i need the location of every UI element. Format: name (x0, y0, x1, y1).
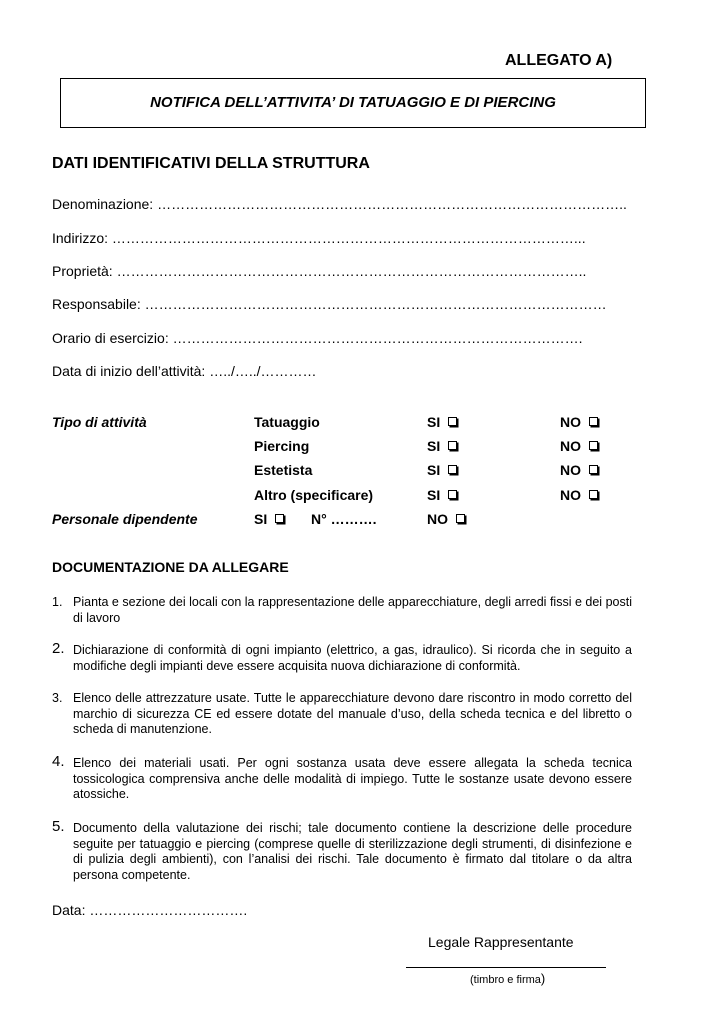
document-title: NOTIFICA DELL’ATTIVITA’ DI TATUAGGIO E DI PIERCING (150, 94, 556, 111)
date-label: Data: (52, 902, 86, 918)
checkbox-icon[interactable] (589, 441, 598, 450)
stamp-note: (timbro e firma) (470, 971, 546, 986)
document-item: 5. Documento della valutazione dei rischi; tale documento contiene la descrizione delle procedure seguite per tatuaggio e piercing (comprese quelle di sterilizzazione degli strumenti, di disinfezione e di pulizia degli ambienti), con l’analisi dei rischi. Tale documento è firmato dal titolare o da altra persona competente. (52, 818, 632, 882)
checkbox-icon[interactable] (275, 514, 284, 523)
field-proprieta (52, 263, 586, 279)
field-label: Responsabile: (52, 296, 141, 312)
date-field (52, 902, 247, 918)
staff-number: N° ………. (311, 511, 377, 527)
signer-label: Legale Rappresentante (428, 934, 574, 950)
activity-estetista: Estetista (254, 462, 313, 478)
field-denominazione (52, 196, 627, 212)
field-indirizzo (52, 230, 586, 246)
field-responsabile (52, 296, 607, 312)
field-fill: ……………………………………………………………………………………….. (157, 196, 627, 212)
activity-tatuaggio: Tatuaggio (254, 414, 320, 430)
staff-label: Personale dipendente (52, 511, 198, 527)
checkbox-icon[interactable] (589, 417, 598, 426)
document-item: 1. Pianta e sezione dei locali con la rappresentazione delle apparecchiature, degli arredi fissi e dei posti di lavoro (52, 595, 632, 625)
field-label: Data di inizio dell’attività: (52, 363, 206, 379)
field-orario (52, 330, 582, 346)
identification-heading: DATI IDENTIFICATIVI DELLA STRUTTURA (52, 155, 370, 172)
checkbox-icon[interactable] (448, 417, 457, 426)
checkbox-icon[interactable] (448, 490, 457, 499)
checkbox-icon[interactable] (448, 465, 457, 474)
altro-no: NO (560, 487, 598, 503)
field-data-inizio (52, 363, 317, 379)
checkbox-icon[interactable] (589, 465, 598, 474)
field-label: Denominazione: (52, 196, 154, 212)
staff-no: NO (427, 511, 465, 527)
field-fill: …../…../………… (209, 363, 317, 379)
tatuaggio-no: NO (560, 414, 598, 430)
tatuaggio-yes: SI (427, 414, 457, 430)
field-label: Indirizzo: (52, 230, 109, 246)
annex-label: ALLEGATO A) (505, 52, 613, 69)
checkbox-icon[interactable] (448, 441, 457, 450)
field-fill: ……………………………………………………………………………. (172, 330, 583, 346)
altro-yes: SI (427, 487, 457, 503)
field-fill: ……………………………………………………………………………………….. (116, 263, 587, 279)
document-item: 3. Elenco delle attrezzature usate. Tutte le apparecchiature devono dare riscontro in modo corretto del marchio di sicurezza CE ed essere dotate del manuale d’uso, della scheda tecnica e del libretto o scheda di manutenzione. (52, 691, 632, 736)
field-label: Orario di esercizio: (52, 330, 169, 346)
documents-heading: DOCUMENTAZIONE DA ALLEGARE (52, 559, 289, 575)
checkbox-icon[interactable] (589, 490, 598, 499)
document-item: 2. Dichiarazione di conformità di ogni impianto (elettrico, a gas, idraulico). Si ricorda che in seguito a modifiche degli impianti deve essere acquisita nuova dichiarazione di conformità. (52, 640, 632, 673)
date-fill: ……………………………. (89, 902, 248, 918)
activity-type-label: Tipo di attività (52, 414, 147, 430)
staff-yes: SI (254, 511, 284, 527)
activity-altro: Altro (specificare) (254, 487, 374, 503)
piercing-no: NO (560, 438, 598, 454)
estetista-no: NO (560, 462, 598, 478)
field-fill: ………………………………………………………………………………………... (111, 230, 586, 246)
signature-line (406, 967, 606, 968)
field-fill: ……………………………………………………………………………………… (144, 296, 607, 312)
activity-piercing: Piercing (254, 438, 310, 454)
estetista-yes: SI (427, 462, 457, 478)
document-item: 4. Elenco dei materiali usati. Per ogni sostanza usata deve essere allegata la scheda tecnica tossicologica comprensiva anche delle modalità di impiego. Tutte le sostanze usate devono essere atossiche. (52, 753, 632, 801)
checkbox-icon[interactable] (456, 514, 465, 523)
piercing-yes: SI (427, 438, 457, 454)
title-box (60, 78, 646, 128)
field-label: Proprietà: (52, 263, 113, 279)
